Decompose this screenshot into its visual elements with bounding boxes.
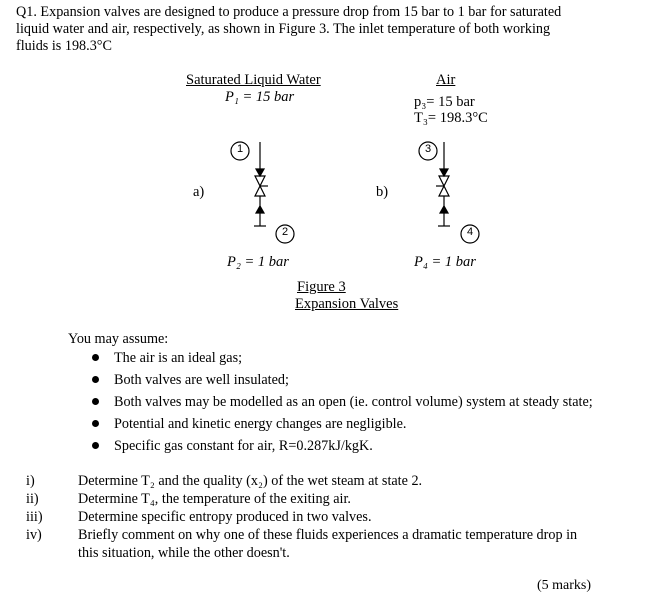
left-outlet-pressure: P₂ = 1 bar	[227, 254, 289, 270]
assumption-item: The air is an ideal gas;	[86, 350, 593, 372]
label-a: a)	[193, 184, 205, 200]
right-valve-title: Air	[436, 72, 456, 88]
figure-3	[180, 70, 500, 320]
question-line-3: fluids is 198.3°C	[16, 38, 112, 54]
state-3-marker: 3	[424, 143, 432, 155]
assumption-item: Specific gas constant for air, R=0.287kJ/kgK.	[86, 438, 593, 460]
assumption-item: Potential and kinetic energy changes are negligible.	[86, 416, 593, 438]
right-inlet-pressure: p₃= 15 bar	[414, 94, 475, 110]
assumption-item: Both valves may be modelled as an open (ie. control volume) system at steady state;	[86, 394, 593, 416]
question-line-2: liquid water and air, respectively, as shown in Figure 3. The inlet temperature of both working	[16, 21, 551, 37]
assumptions-heading: You may assume:	[68, 331, 169, 347]
state-2-marker: 2	[281, 226, 289, 238]
assumption-item: Both valves are well insulated;	[86, 372, 593, 394]
left-inlet-pressure: P₁ = 15 bar	[225, 89, 295, 105]
assumptions-list	[86, 350, 593, 460]
bullet-icon	[92, 420, 99, 427]
state-1-marker: 1	[236, 143, 244, 155]
figure-caption-title: Expansion Valves	[295, 296, 399, 312]
figure-caption-number: Figure 3	[297, 279, 346, 295]
bullet-icon	[92, 442, 99, 449]
label-b: b)	[376, 184, 389, 200]
marks-label: (5 marks)	[537, 578, 592, 593]
bullet-icon	[92, 398, 99, 405]
left-valve-title: Saturated Liquid Water	[186, 72, 321, 88]
right-inlet-temperature: T₃= 198.3°C	[414, 110, 488, 126]
right-outlet-pressure: P₄ = 1 bar	[414, 254, 476, 270]
bullet-icon	[92, 354, 99, 361]
question-line-1: Q1. Expansion valves are designed to produce a pressure drop from 15 bar to 1 bar for saturated	[16, 4, 562, 20]
bullet-icon	[92, 376, 99, 383]
state-4-marker: 4	[466, 226, 474, 238]
